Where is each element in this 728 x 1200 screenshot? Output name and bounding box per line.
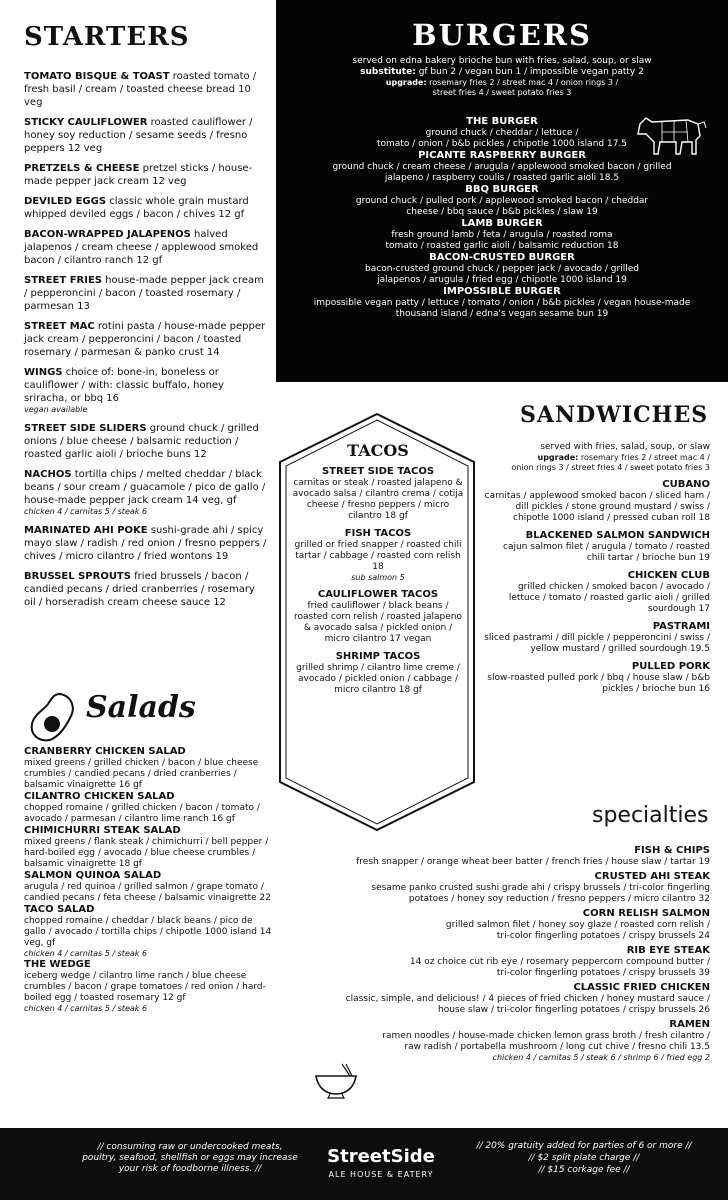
burgers-upgrade — [276, 78, 728, 88]
burger-desc: ground chuck / pulled pork / applewood smoked bacon / cheddar — [355, 196, 649, 206]
specialty-desc: grilled salmon filet / honey soy glaze / roasted corn relish / — [445, 920, 710, 930]
salad-name: SALMON QUINOA SALAD — [24, 870, 162, 881]
item-desc: classic whole grain mustard whipped deviled eggs / bacon / chives 12 gf — [24, 196, 249, 220]
burger-name: BBQ BURGER — [465, 184, 539, 195]
item-name: STREET SIDE SLIDERS — [24, 423, 147, 434]
specialty-desc: potatoes / honey soy reduction / fresno peppers / micro cilantro 32 — [408, 894, 710, 904]
specialty-name: CORN RELISH SALMON — [582, 908, 710, 919]
item-name: DEVILED EGGS — [24, 196, 107, 207]
specialty-desc: sesame panko crusted sushi grade ahi / crispy brussels / tri-color fingerling — [371, 883, 710, 893]
salads-list — [24, 746, 274, 1014]
salad-name: CILANTRO CHICKEN SALAD — [24, 791, 175, 802]
salad-desc: chopped romaine / grilled chicken / bacon / tomato / avocado / parmesan / cilantro lime ranch 16 gf — [24, 803, 260, 824]
list-item — [24, 70, 269, 109]
salad-name: CRANBERRY CHICKEN SALAD — [24, 746, 186, 757]
burger-name: BACON-CRUSTED BURGER — [429, 252, 575, 263]
specialty-desc: tri-color fingerling potatoes / crispy brussels 24 — [496, 931, 710, 941]
footer-warning-line: poultry, seafood, shellfish or eggs may increase — [82, 1153, 298, 1163]
list-item — [24, 116, 269, 155]
salad-desc: iceberg wedge / cilantro lime ranch / blue cheese crumbles / bacon / grape tomatoes / red onion / hard-boiled egg / toasted rosemary 12 gf — [24, 971, 266, 1003]
item-name: NACHOS — [24, 469, 72, 480]
sandwich-name: BLACKENED SALMON SANDWICH — [525, 530, 710, 541]
salads-title: Salads — [86, 690, 196, 725]
specialty-desc: classic, simple, and delicious! / 4 pieces of fried chicken / honey mustard sauce / — [345, 994, 710, 1004]
list-item — [24, 468, 269, 517]
footer-warning-line: // consuming raw or undercooked meats, — [97, 1142, 283, 1152]
sandwich-name: CHICKEN CLUB — [627, 570, 710, 581]
sandwich-name: CUBANO — [662, 479, 710, 490]
specialty-name: FISH & CHIPS — [634, 845, 710, 856]
logo: StreetSide — [327, 1146, 435, 1167]
ramen-bowl-icon — [312, 1062, 360, 1102]
salad-note: chicken 4 / carnitas 5 / steak 6 — [24, 949, 148, 958]
item-desc: halved jalapenos / cream cheese / applewood smoked bacon / cilantro ranch 12 gf — [24, 229, 259, 266]
item-desc: fried brussels / bacon / candied pecans / dried cranberries / rosemary oil / horseradish cream cheese sauce 12 — [24, 571, 255, 608]
burgers-upgrade-2: street fries 4 / sweet potato fries 3 — [432, 88, 572, 97]
list-item — [24, 422, 269, 461]
item-name: STREET MAC — [24, 321, 95, 332]
specialty-desc: 14 oz choice cut rib eye / rosemary peppercorn compound butter / — [409, 957, 710, 967]
item-name: MARINATED AHI POKE — [24, 525, 148, 536]
item-desc: pretzel sticks / house-made pepper jack cream 12 veg — [24, 163, 253, 187]
burger-name: IMPOSSIBLE BURGER — [443, 286, 561, 297]
list-item — [24, 320, 269, 359]
taco-desc: carnitas or steak / roasted jalapeno & avocado salsa / cilantro crema / cotija cheese / fresno peppers / micro cilantro 18 gf — [292, 478, 464, 521]
item-name: WINGS — [24, 367, 63, 378]
taco-desc: grilled shrimp / cilantro lime creme / avocado / pickled onion / cabbage / micro cilantro 18 gf — [296, 663, 460, 695]
specialty-desc: fresh snapper / orange wheat beer batter / french fries / house slaw / tartar 19 — [356, 857, 710, 867]
specialties-section — [300, 842, 710, 1063]
starters-list — [24, 70, 269, 616]
burger-name: LAMB BURGER — [461, 218, 543, 229]
footer-warning — [70, 1142, 310, 1175]
item-name: TOMATO BISQUE & TOAST — [24, 71, 170, 82]
burgers-substitute — [276, 67, 728, 78]
burgers-title: BURGERS — [412, 18, 592, 52]
cow-icon — [632, 110, 710, 160]
item-desc: roasted cauliflower / honey soy reduction / sesame seeds / fresno peppers 12 veg — [24, 117, 253, 154]
specialty-desc: house slaw / tri-color fingerling potatoes / crispy brussels 26 — [438, 1005, 710, 1015]
specialty-desc: raw radish / portabella mushroom / long cut chive / fresno chili 13.5 — [404, 1042, 710, 1052]
sandwiches-upgrade-2: onion rings 3 / street fries 4 / sweet potato fries 3 — [511, 463, 710, 472]
item-desc: choice of: bone-in, boneless or cauliflower / with: classic buffalo, honey sriracha, or bbq 16 — [24, 367, 224, 404]
specialties-title: specialties — [592, 803, 709, 828]
burger-desc: jalapenos / arugula / fried egg / chipotle 1000 island 19 — [377, 275, 627, 285]
burger-desc: impossible vegan patty / lettuce / tomato / onion / b&b pickles / vegan house-made — [313, 298, 691, 308]
substitute-text: gf bun 2 / vegan bun 1 / impossible vegan patty 2 — [418, 67, 644, 77]
footer — [0, 1128, 728, 1200]
footer-policy-line: // $15 corkage fee // — [538, 1165, 630, 1175]
burgers-intro: served on edna bakery brioche bun with fries, salad, soup, or slaw — [352, 56, 652, 66]
upgrade-text: rosemary fries 2 / street mac 4 / onion rings 3 / — [429, 78, 619, 87]
specialty-name: CRUSTED AHI STEAK — [594, 871, 710, 882]
tacos-section — [292, 442, 464, 696]
burger-desc: cheese / bbq sauce / b&b pickles / slaw 19 — [406, 207, 598, 217]
salad-desc: chopped romaine / cheddar / black beans / pico de gallo / avocado / tortilla chips / chipotle 1000 island 14 veg, gf — [24, 916, 272, 948]
salad-note: chicken 4 / carnitas 5 / steak 6 — [24, 1004, 148, 1013]
salad-desc: arugula / red quinoa / grilled salmon / grape tomato / candied pecans / feta cheese / balsamic vinaigrette 22 — [24, 882, 271, 903]
item-note: vegan available — [24, 405, 88, 414]
item-desc: ground chuck / grilled onions / blue cheese / balsamic reduction / roasted garlic aioli / brioche buns 12 — [24, 423, 259, 460]
burger-desc: thousand island / edna's vegan sesame bun 19 — [395, 309, 609, 319]
specialty-name: CLASSIC FRIED CHICKEN — [573, 982, 710, 993]
list-item — [24, 195, 269, 221]
item-name: BACON-WRAPPED JALAPENOS — [24, 229, 191, 240]
starters-title: STARTERS — [24, 22, 190, 52]
burger-name: PICANTE RASPBERRY BURGER — [418, 150, 586, 161]
sandwich-desc: carnitas / applewood smoked bacon / sliced ham / dill pickles / stone ground mustard / swiss / chipotle 1000 island / pressed cuban roll 18 — [484, 491, 710, 523]
list-item — [24, 570, 269, 609]
item-desc: tortilla chips / melted cheddar / black beans / sour cream / guacamole / pico de gallo / house-made pepper jack cream 14 veg, gf — [24, 469, 266, 506]
burger-desc: bacon-crusted ground chuck / pepper jack / avocado / grilled — [365, 264, 639, 274]
salad-name: CHIMICHURRI STEAK SALAD — [24, 825, 181, 836]
taco-note: sub salmon 5 — [351, 573, 405, 582]
salad-name: TACO SALAD — [24, 904, 95, 915]
item-desc: roasted tomato / fresh basil / cream / toasted cheese bread 10 veg — [24, 71, 257, 108]
burger-name: THE BURGER — [466, 116, 538, 127]
item-name: STICKY CAULIFLOWER — [24, 117, 148, 128]
taco-name: STREET SIDE TACOS — [321, 466, 435, 477]
taco-desc: grilled or fried snapper / roasted chili tartar / cabbage / roasted corn relish 18 — [294, 540, 462, 572]
item-name: BRUSSEL SPROUTS — [24, 571, 131, 582]
sandwiches-title: SANDWICHES — [520, 402, 709, 428]
upgrade-text: rosemary fries 2 / street mac 4 / — [580, 453, 710, 462]
burgers-intro-block — [276, 56, 728, 98]
item-note: chicken 4 / carnitas 5 / steak 6 — [24, 507, 148, 516]
taco-name: SHRIMP TACOS — [335, 651, 421, 662]
burger-desc: tomato / onion / b&b pickles / chipotle 1000 island 17.5 — [376, 139, 628, 149]
upgrade-label: upgrade: — [537, 453, 579, 462]
substitute-label: substitute: — [360, 67, 416, 77]
list-item — [24, 274, 269, 313]
item-name: STREET FRIES — [24, 275, 102, 286]
specialty-desc: ramen noodles / house-made chicken lemon grass broth / fresh cilantro / — [382, 1031, 710, 1041]
footer-policies — [468, 1140, 700, 1176]
list-item — [24, 228, 269, 267]
footer-policy-line: // 20% gratuity added for parties of 6 or more // — [476, 1141, 692, 1151]
sandwich-name: PULLED PORK — [631, 661, 710, 672]
list-item — [24, 366, 269, 415]
taco-name: CAULIFLOWER TACOS — [317, 589, 439, 600]
burgers-panel — [276, 0, 728, 382]
specialty-name: RIB EYE STEAK — [626, 945, 710, 956]
sandwiches-section — [484, 442, 710, 695]
item-desc: rotini pasta / house-made pepper jack cream / pepperoncini / bacon / toasted rosemary / parmesan & panko crust 14 — [24, 321, 266, 358]
sandwich-name: PASTRAMI — [652, 621, 710, 632]
salad-name: THE WEDGE — [24, 959, 91, 970]
salad-desc: mixed greens / flank steak / chimichurri / bell pepper / hard-boiled egg / avocado / blue cheese crumbles / balsamic vinaigrette 18 gf — [24, 837, 269, 869]
item-desc: house-made pepper jack cream / pepperoncini / bacon / toasted rosemary / parmesan 13 — [24, 275, 264, 312]
sandwiches-intro: served with fries, salad, soup, or slaw — [540, 442, 710, 452]
logo-subtitle: ALE HOUSE & EATERY — [328, 1170, 434, 1179]
burger-desc: jalapeno / raspberry coulis / roasted garlic aioli 18.5 — [384, 173, 620, 183]
burger-desc: tomato / roasted garlic aioli / balsamic reduction 18 — [385, 241, 619, 251]
sandwiches-upgrade — [484, 453, 710, 463]
burger-desc: fresh ground lamb / feta / arugula / roasted roma — [391, 230, 613, 240]
sandwich-desc: cajun salmon filet / arugula / tomato / roasted chili tartar / brioche bun 19 — [503, 542, 710, 563]
burger-desc: ground chuck / cheddar / lettuce / — [425, 128, 579, 138]
specialty-note: chicken 4 / carnitas 5 / steak 6 / shrimp 6 / fried egg 2 — [492, 1053, 710, 1062]
upgrade-label: upgrade: — [385, 78, 427, 87]
tacos-title: TACOS — [347, 441, 409, 460]
taco-desc: fried cauliflower / black beans / roasted corn relish / roasted jalapeno & avocado salsa / pickled onion / micro cilantro 17 vegan — [294, 601, 462, 644]
list-item — [24, 162, 269, 188]
sandwich-desc: grilled chicken / smoked bacon / avocado / lettuce / tomato / roasted garlic aioli / grilled sourdough 17 — [508, 582, 710, 614]
burger-desc: ground chuck / cream cheese / arugula / applewood smoked bacon / grilled — [332, 162, 672, 172]
sandwich-desc: sliced pastrami / dill pickle / pepperoncini / swiss / yellow mustard / grilled sourdough 19.5 — [484, 633, 710, 654]
item-name: PRETZELS & CHEESE — [24, 163, 140, 174]
footer-warning-line: your risk of foodborne illness. // — [118, 1164, 262, 1174]
sandwich-desc: slow-roasted pulled pork / bbq / house slaw / b&b pickles / brioche bun 16 — [487, 673, 710, 694]
avocado-icon — [26, 690, 80, 744]
item-desc: sushi-grade ahi / spicy mayo slaw / radish / red onion / fresno peppers / chives / micro cilantro / fried wontons 19 — [24, 525, 267, 562]
specialty-desc: tri-color fingerling potatoes / crispy brussels 39 — [496, 968, 710, 978]
footer-policy-line: // $2 split plate charge // — [528, 1153, 640, 1163]
list-item — [24, 524, 269, 563]
taco-name: FISH TACOS — [344, 528, 412, 539]
specialty-name: RAMEN — [669, 1019, 710, 1030]
salad-desc: mixed greens / grilled chicken / bacon / blue cheese crumbles / candied pecans / dried cranberries / balsamic vinaigrette 16 gf — [24, 758, 259, 790]
